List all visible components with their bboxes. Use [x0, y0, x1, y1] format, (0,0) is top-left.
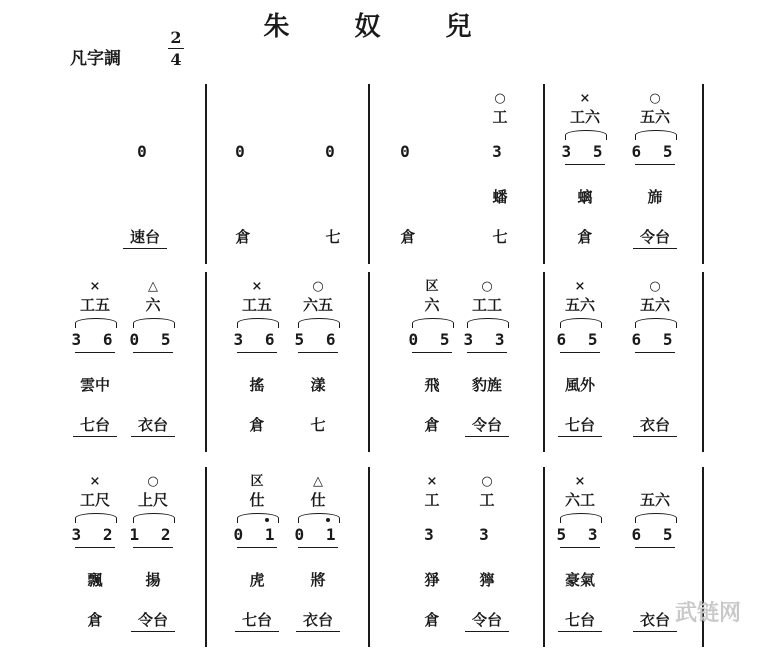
jianpu-note: 1 2 — [129, 525, 177, 544]
slur — [237, 318, 279, 328]
gongche-note: 工五 — [241, 296, 273, 314]
jianpu-note: 0 5 — [408, 330, 456, 349]
barline — [543, 84, 545, 264]
barline — [368, 272, 370, 452]
percussion-label: 七 — [325, 228, 341, 246]
percussion-underline — [558, 631, 602, 632]
percussion-label: 七台 — [564, 611, 596, 629]
mode-label: 凡字調 — [70, 49, 121, 69]
gongche-note: 五六 — [639, 296, 671, 314]
percussion-label: 令台 — [471, 416, 503, 434]
gongche-note: 六五 — [302, 296, 334, 314]
gongche-note: 五六 — [639, 108, 671, 126]
jianpu-note: 6 5 — [631, 525, 679, 544]
lyric: 搖 — [249, 376, 265, 394]
jianpu-note: 3 — [492, 142, 508, 161]
slur — [565, 130, 607, 140]
note-underline — [237, 547, 277, 548]
barline — [702, 84, 704, 264]
beat-mark: △ — [148, 279, 158, 294]
percussion-label: 倉 — [87, 611, 103, 629]
lyric: 虎 — [249, 571, 265, 589]
jianpu-note: 0 1 — [294, 525, 342, 544]
beat-mark: ○ — [312, 279, 324, 294]
slur — [237, 513, 279, 523]
time-signature-top: 2 — [170, 28, 182, 47]
slur — [133, 318, 175, 328]
percussion-underline — [633, 436, 677, 437]
note-underline — [635, 164, 675, 165]
gongche-note: 仕 — [310, 491, 326, 509]
slur — [635, 318, 677, 328]
gongche-note: 工 — [492, 108, 508, 126]
high-octave-dot — [326, 518, 330, 522]
slur — [298, 318, 340, 328]
barline — [702, 272, 704, 452]
gongche-note: 工 — [424, 491, 440, 509]
barline — [205, 467, 207, 647]
beat-mark: × — [579, 91, 591, 106]
beat-mark: × — [574, 474, 586, 489]
percussion-label: 衣台 — [639, 611, 671, 629]
lyric: 漾 — [310, 376, 326, 394]
time-signature — [166, 28, 186, 69]
jianpu-note: 3 — [424, 525, 440, 544]
gongche-note: 五六 — [564, 296, 596, 314]
beat-mark: × — [251, 279, 263, 294]
percussion-label: 倉 — [249, 416, 265, 434]
gongche-note: 六工 — [564, 491, 596, 509]
beat-mark: ○ — [481, 279, 493, 294]
high-octave-dot — [265, 518, 269, 522]
percussion-underline — [73, 436, 117, 437]
slur — [75, 318, 117, 328]
beat-mark: × — [574, 279, 586, 294]
time-signature-bottom: 4 — [170, 50, 182, 69]
beat-mark: × — [89, 474, 101, 489]
beat-mark: △ — [313, 474, 323, 489]
note-underline — [565, 164, 605, 165]
percussion-label: 倉 — [577, 228, 593, 246]
percussion-underline — [633, 248, 677, 249]
lyric: 風外 — [564, 376, 596, 394]
jianpu-note: 0 — [325, 142, 341, 161]
page-title: 朱 奴 兒 — [263, 12, 500, 42]
percussion-label: 倉 — [424, 611, 440, 629]
slur — [467, 318, 509, 328]
beat-mark: × — [89, 279, 101, 294]
lyric: 雲中 — [79, 376, 111, 394]
note-underline — [237, 352, 277, 353]
percussion-underline — [131, 436, 175, 437]
note-underline — [635, 352, 675, 353]
percussion-label: 令台 — [471, 611, 503, 629]
jianpu-note: 3 6 — [233, 330, 281, 349]
slur — [298, 513, 340, 523]
lyric: 獰 — [479, 571, 495, 589]
jianpu-note: 0 1 — [233, 525, 281, 544]
gongche-note: 五六 — [639, 491, 671, 509]
lyric: 飄 — [87, 571, 103, 589]
barline — [368, 467, 370, 647]
slur — [412, 318, 454, 328]
lyric: 揚 — [145, 571, 161, 589]
barline — [543, 272, 545, 452]
percussion-underline — [633, 631, 677, 632]
percussion-label: 倉 — [235, 228, 251, 246]
slur — [133, 513, 175, 523]
slur — [560, 513, 602, 523]
gongche-note: 上尺 — [137, 491, 169, 509]
percussion-label: 七 — [492, 228, 508, 246]
beat-mark: ○ — [481, 474, 493, 489]
lyric: 將 — [310, 571, 326, 589]
beat-mark: ○ — [147, 474, 159, 489]
gongche-note: 六 — [424, 296, 440, 314]
lyric: 旆 — [647, 188, 663, 206]
jianpu-note: 5 3 — [556, 525, 604, 544]
lyric: 螭 — [577, 188, 593, 206]
note-underline — [75, 547, 115, 548]
note-underline — [75, 352, 115, 353]
beat-mark: ○ — [649, 91, 661, 106]
gongche-note: 工六 — [569, 108, 601, 126]
barline — [205, 84, 207, 264]
gongche-note: 工 — [479, 491, 495, 509]
note-underline — [298, 352, 338, 353]
lyric: 豹旌 — [471, 376, 503, 394]
slur — [635, 130, 677, 140]
barline — [543, 467, 545, 647]
percussion-label: 倉 — [424, 416, 440, 434]
jianpu-note: 5 6 — [294, 330, 342, 349]
jianpu-note: 3 6 — [71, 330, 119, 349]
percussion-underline — [465, 436, 509, 437]
percussion-underline — [558, 436, 602, 437]
percussion-label: 倉 — [400, 228, 416, 246]
note-underline — [298, 547, 338, 548]
percussion-underline — [123, 248, 167, 249]
gongche-note: 工尺 — [79, 491, 111, 509]
percussion-label: 速台 — [129, 228, 161, 246]
lyric: 猙 — [424, 571, 440, 589]
percussion-label: 令台 — [137, 611, 169, 629]
percussion-label: 七台 — [79, 416, 111, 434]
gongche-note: 仕 — [249, 491, 265, 509]
beat-mark: 区 — [250, 474, 264, 489]
percussion-label: 七 — [310, 416, 326, 434]
jianpu-note: 3 5 — [561, 142, 609, 161]
percussion-label: 衣台 — [639, 416, 671, 434]
jianpu-note: 6 5 — [631, 330, 679, 349]
watermark: 武链网 — [674, 601, 741, 626]
percussion-underline — [465, 631, 509, 632]
jianpu-note: 0 5 — [129, 330, 177, 349]
slur — [560, 318, 602, 328]
percussion-underline — [296, 631, 340, 632]
jianpu-note: 6 5 — [631, 142, 679, 161]
jianpu-note: 0 — [235, 142, 251, 161]
note-underline — [133, 547, 173, 548]
note-underline — [412, 352, 452, 353]
lyric: 飛 — [424, 376, 440, 394]
percussion-label: 七台 — [564, 416, 596, 434]
jianpu-note: 6 5 — [556, 330, 604, 349]
percussion-underline — [235, 631, 279, 632]
barline — [368, 84, 370, 264]
percussion-underline — [131, 631, 175, 632]
lyric: 蟠 — [492, 188, 508, 206]
jianpu-note: 0 — [137, 142, 153, 161]
note-underline — [560, 352, 600, 353]
gongche-note: 工工 — [471, 296, 503, 314]
slur — [75, 513, 117, 523]
beat-mark: ○ — [649, 279, 661, 294]
lyric: 豪氣 — [564, 571, 596, 589]
time-signature-line — [168, 48, 184, 49]
beat-mark: × — [426, 474, 438, 489]
beat-mark: ○ — [494, 91, 506, 106]
note-underline — [635, 547, 675, 548]
jianpu-note: 3 3 — [463, 330, 511, 349]
jianpu-note: 0 — [400, 142, 416, 161]
beat-mark: 区 — [425, 279, 439, 294]
gongche-note: 工五 — [79, 296, 111, 314]
jianpu-note: 3 — [479, 525, 495, 544]
note-underline — [560, 547, 600, 548]
gongche-note: 六 — [145, 296, 161, 314]
note-underline — [467, 352, 507, 353]
percussion-label: 令台 — [639, 228, 671, 246]
percussion-label: 七台 — [241, 611, 273, 629]
note-underline — [133, 352, 173, 353]
percussion-label: 衣台 — [302, 611, 334, 629]
slur — [635, 513, 677, 523]
barline — [205, 272, 207, 452]
jianpu-note: 3 2 — [71, 525, 119, 544]
percussion-label: 衣台 — [137, 416, 169, 434]
